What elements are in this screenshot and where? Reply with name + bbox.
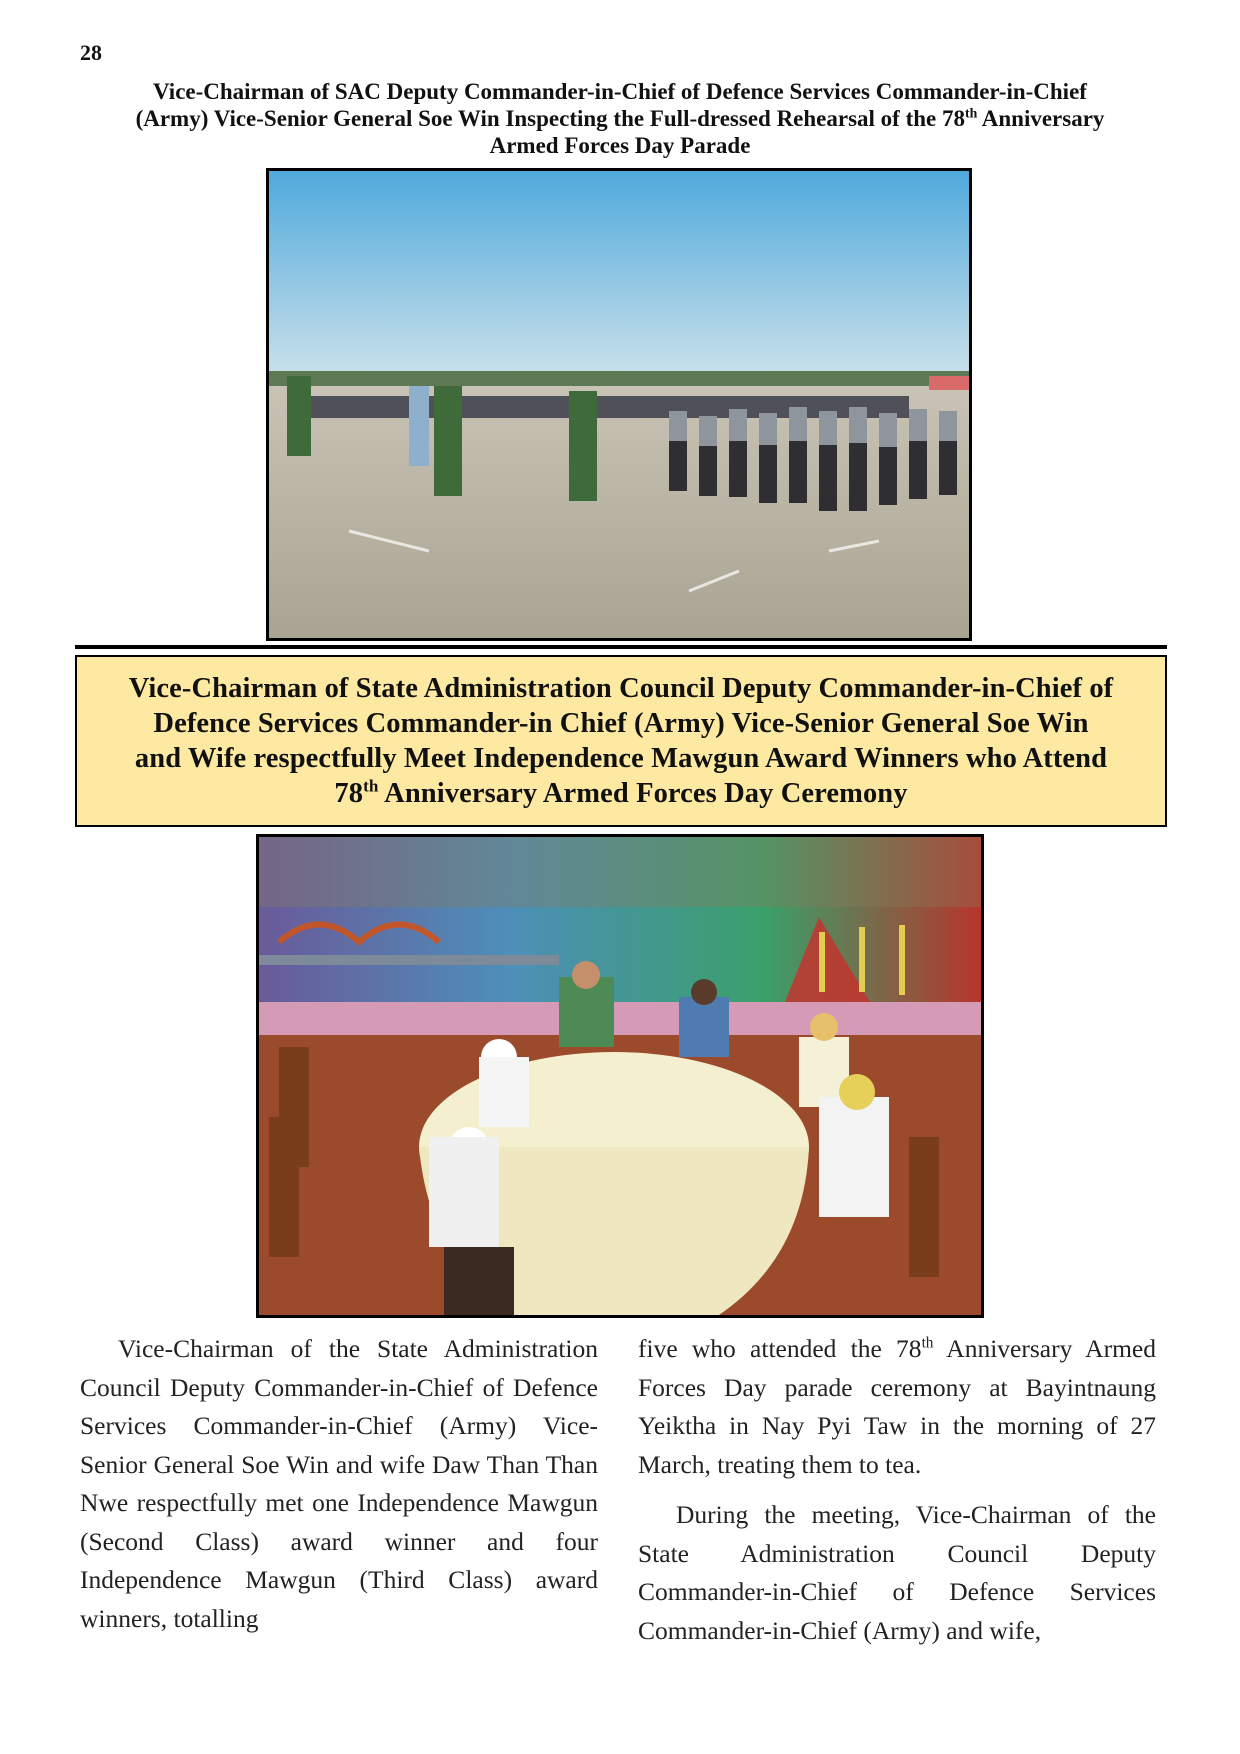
- headline-line-3: and Wife respectfully Meet Independence Mawgun Award Winners who Attend: [134, 743, 1108, 774]
- parade-rehearsal-photo: [266, 168, 972, 641]
- article-headline-box: [75, 655, 1167, 827]
- section-divider: [75, 645, 1167, 649]
- body-paragraph-1-continued: five who attended the 78th Anniversary Armed Forces Day parade ceremony at Bayintnaung Yeiktha in Nay Pyi Taw in the morning of 27 March, treating them to tea.: [638, 1334, 1156, 1479]
- article-headline: [129, 671, 1114, 811]
- body-paragraph-2: During the meeting, Vice-Chairman of the State Administration Council Deputy Commander-in-Chief of Defence Services Commander-in-Chief (Army) and wife,: [638, 1500, 1156, 1645]
- caption-line-1: Vice-Chairman of SAC Deputy Commander-in-Chief of Defence Services Commander-in-Chief: [153, 79, 1087, 104]
- top-photo-caption: [60, 78, 1180, 159]
- headline-line-1: Vice-Chairman of State Administration Council Deputy Commander-in-Chief of: [128, 673, 1114, 704]
- article-column-right: [638, 1330, 1156, 1650]
- body-paragraph-1: Vice-Chairman of the State Administration Council Deputy Commander-in-Chief of Defence Services Commander-in-Chief (Army) Vice-Senior General Soe Win and wife Daw Than Than Nwe respectfully met one Independence Mawgun (Second Class) award winner and four Independence Mawgun (Third Class) award winners, totalling: [80, 1334, 598, 1633]
- caption-line-2: (Army) Vice-Senior General Soe Win Inspecting the Full-dressed Rehearsal of the 78th Anniversary: [135, 105, 1105, 131]
- article-column-left: [80, 1330, 598, 1638]
- tea-meeting-photo: [256, 834, 984, 1318]
- headline-line-2: Defence Services Commander-in Chief (Army) Vice-Senior General Soe Win: [153, 708, 1089, 739]
- page-number: 28: [80, 40, 102, 65]
- meeting-illustration: [259, 837, 981, 1315]
- parade-illustration: [269, 171, 969, 638]
- caption-line-3: Armed Forces Day Parade: [489, 133, 751, 158]
- headline-line-4: 78th Anniversary Armed Forces Day Ceremony: [334, 776, 908, 809]
